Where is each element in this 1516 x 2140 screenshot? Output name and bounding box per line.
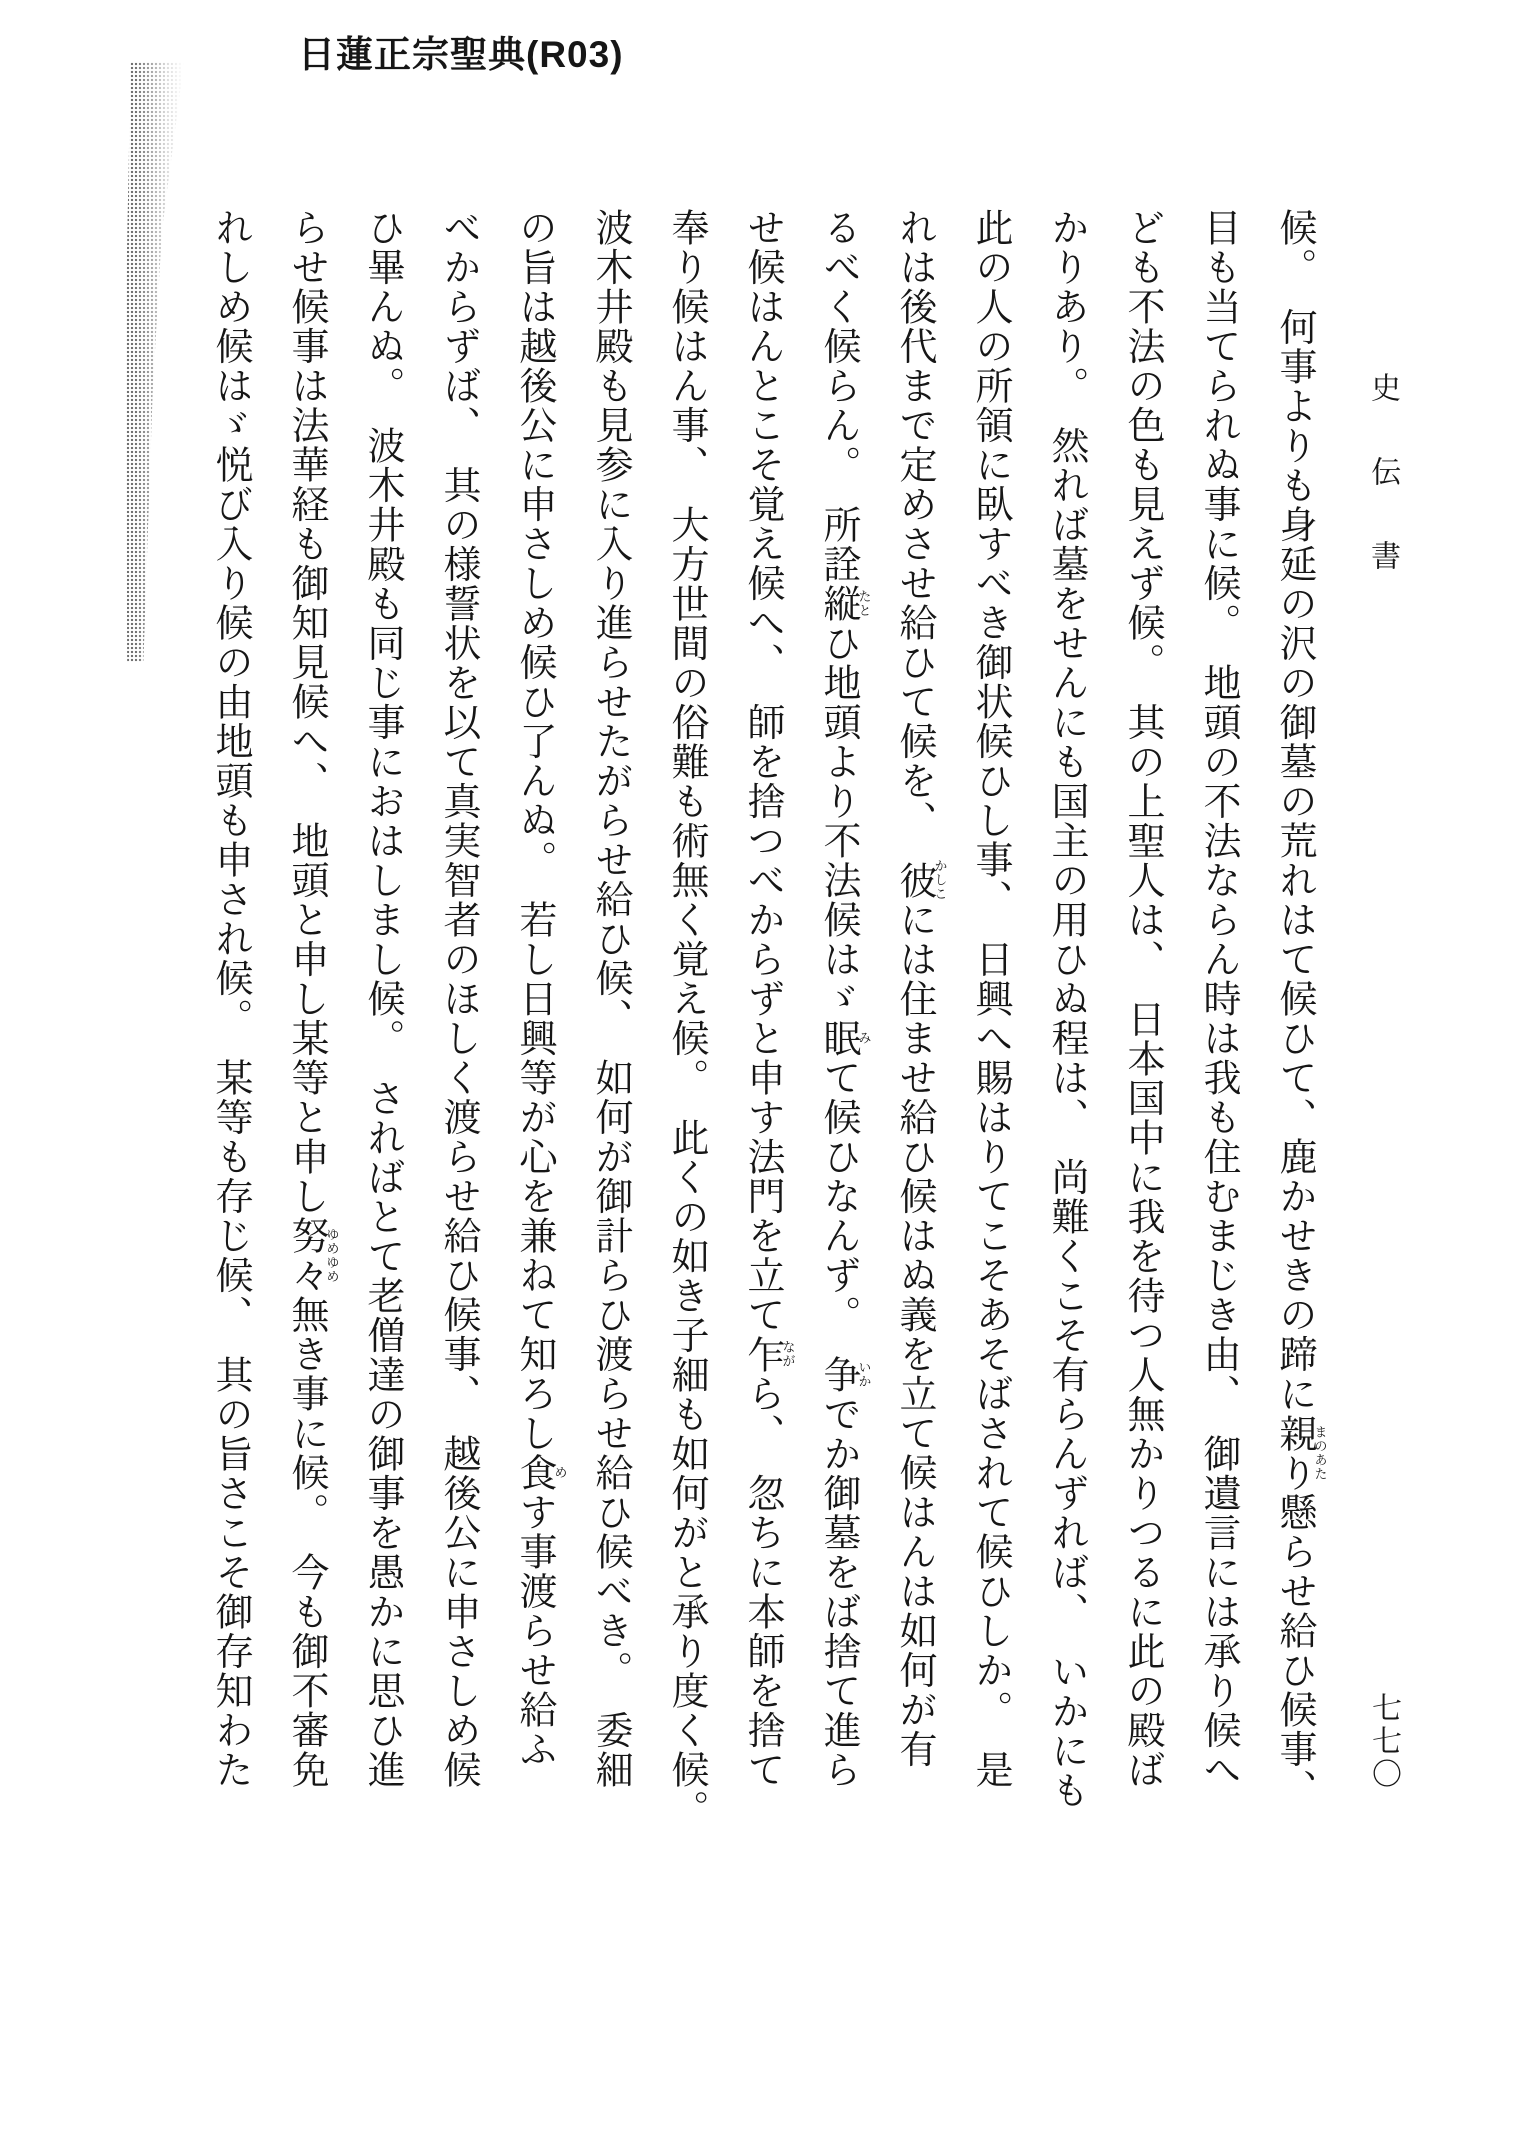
furigana: いか	[856, 1355, 872, 1395]
main-text-block	[192, 208, 1332, 1898]
text-column-1: 候。 何事よりも身延の沢の御墓の荒れはて候ひて、鹿かせきの蹄に親りまのあた懸らせ給ひ候事、	[1273, 208, 1328, 1809]
text-column-15: れしめ候はゞ悦び入り候の由地頭も申され候。 某等も存じ候、 其の旨さこそ御存知わた	[209, 208, 251, 1790]
ruby-annotated-text: 争いか	[817, 1355, 872, 1395]
text-column-3: ども不法の色も見えず候。 其の上聖人は、 日本国中に我を待つ人無かりつるに此の殿ば	[1121, 208, 1163, 1790]
furigana: たと	[856, 584, 872, 624]
text-column-2: 目も当てられぬ事に候。 地頭の不法ならん時は我も住むまじき由、 御遺言には承り候へ	[1197, 208, 1239, 1790]
text-column-9: 奉り候はん事、 大方世間の俗難も術無く覚え候。 此くの如き子細も如何がと承り度く候。	[665, 208, 707, 1829]
ruby-annotated-text: 縦たと	[817, 584, 872, 624]
ruby-annotated-text: 乍なが	[741, 1334, 796, 1374]
text-column-4: かりあり。 然れば墓をせんにも国主の用ひぬ程は、 尚難くこそ有らんずれば、 いかにも	[1045, 208, 1087, 1810]
text-column-10: 波木井殿も見参に入り進らせたがらせ給ひ候、 如何が御計らひ渡らせ給ひ候べき。 委細	[589, 208, 631, 1790]
ruby-annotated-text: 眠み	[817, 1018, 872, 1058]
furigana: まのあた	[1312, 1413, 1328, 1493]
ruby-annotated-text: 親りまのあた	[1273, 1413, 1328, 1493]
furigana: なが	[780, 1334, 796, 1374]
ruby-annotated-text: 食め	[513, 1453, 568, 1493]
furigana: ゆめゆめ	[324, 1216, 340, 1295]
text-column-11: の旨は越後公に申さしめ候ひ了んぬ。 若し日興等が心を兼ねて知ろし食めす事渡らせ給ふ	[513, 208, 568, 1769]
text-column-6: れは後代まで定めさせ給ひて候を、 彼かしこには住ませ給ひ候はぬ義を立て候はんは如何が有	[893, 208, 948, 1769]
page-number: 七七〇	[1367, 1692, 1400, 1791]
ruby-annotated-text: 努々ゆめゆめ	[285, 1216, 340, 1295]
text-column-13: ひ畢んぬ。 波木井殿も同じ事におはしまし候。 さればとて老僧達の御事を愚かに思ひ進	[361, 208, 403, 1790]
text-column-7: るべく候らん。 所詮縦たとひ地頭より不法候はゞ眠みて候ひなんず。 争いかでか御墓をば捨て進ら	[817, 208, 872, 1790]
text-column-12: べからずば、 其の様誓状を以て真実智者のほしく渡らせ給ひ候事、 越後公に申さしめ候	[437, 208, 479, 1790]
scan-noise-artifact	[126, 62, 184, 662]
section-label: 史伝書	[1366, 372, 1399, 624]
text-column-14: らせ候事は法華経も御知見候へ、 地頭と申し某等と申し努々ゆめゆめ無き事に候。 今も御不審免	[285, 208, 340, 1790]
ruby-annotated-text: 彼かしこ	[893, 859, 948, 902]
furigana: み	[856, 1018, 872, 1058]
furigana: め	[552, 1453, 568, 1493]
running-head: 日蓮正宗聖典(R03)	[298, 34, 624, 75]
text-column-5: 此の人の所領に臥すべき御状候ひし事、 日興へ賜はりてこそあそばされて候ひしか。 是	[969, 208, 1011, 1790]
text-column-8: せ候はんとこそ覚え候へ、 師を捨つべからずと申す法門を立て乍ながら、 忽ちに本師を捨て	[741, 208, 796, 1790]
furigana: かしこ	[932, 859, 948, 902]
